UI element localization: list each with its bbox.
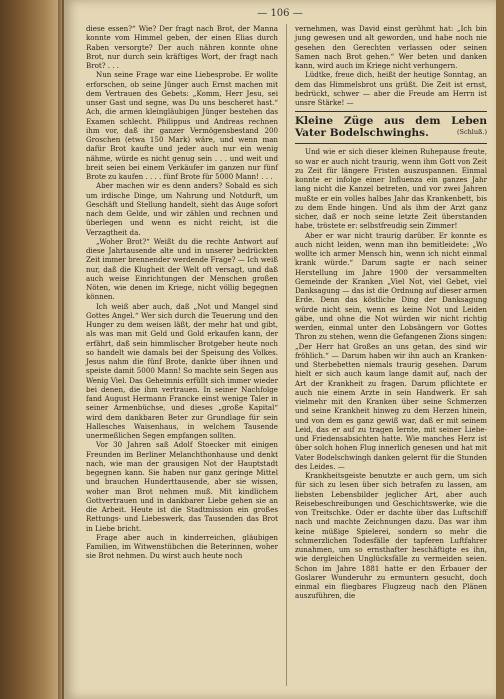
page-number: — 106 — xyxy=(257,8,303,19)
section-continuation-note: (Schluß.) xyxy=(456,128,487,137)
paragraph: Lüdtke, freue dich, heißt der heutige Sonntag, an dem das Himmelsbrot uns grüßt. Die Zeit ist ernst, bedrückt, schwer — aber die Freude am Herrn ist unsre Stärke! — xyxy=(295,70,487,107)
paragraph: „Woher Brot?“ Weißt du die rechte Antwort auf diese Jahrtausende alte und in unserer bedrückten Zeit immer brennender werdende Frage? — Ich weiß nur, daß die Klugheit der Welt oft versagt, und daß auch weise Einrichtungen der Menschen großen Nöten, wie denen im Kriege, nicht völlig begegnen können. xyxy=(86,236,279,302)
paragraph: Und wie er sich dieser kleinen Ruhepause freute, so war er auch nicht traurig, wenn ihm Gott von Zeit zu Zeit für längere Fristen auszuspannen. Einmal konnte er infolge einer Influenza ein ganzes Jahr lang nicht die Kanzel betreten, und vor zwei Jahren mußte er ein volles halbes Jahr das Krankenbett, bis zu dem Ende hingen. Und als ihm der Arzt ganz sicher, daß er noch seine letzte Zeit überstanden habe, tröstete er: selbstfreudig sein Zimmer! xyxy=(295,147,487,231)
paragraph: Frage aber auch in kinderreichen, gläubigen Familien, im Witwenstübchen die Beterinnen, woher sie Brot nehmen. Du wirst auch heute noch xyxy=(86,532,278,561)
section-rule xyxy=(295,111,487,112)
left-column xyxy=(86,24,278,561)
paragraph: Nun seine Frage war eine Liebesprobe. Er wollte erforschen, ob seine Jünger auch Ernst machen mit dem Vertrauen des Gebets: „Komm, Herr Jesu, sei unser Gast und segne, was Du uns bescheret hast.“ Ach, die armen kleingläubigen Jünger bestehen das Examen schlecht. Philippus und Andreas rechnen ihm vor, daß ihr ganzer Vermögensbestand 200 Groschen (etwa 150 Mark) wäre, und wenn man dafür Brot kaufte und jeder auch nur ein wenig nähme, würde es nicht genug sein . . . und weit und breit seien bei einem Verkäufer im ganzen nur fünf Brote zu kaufen . . . . fünf Brote für 5000 Mann! . . . xyxy=(86,70,278,181)
section-title: Kleine Züge aus dem Leben Vater Bodelschwinghs. xyxy=(295,115,487,140)
section-heading xyxy=(295,115,487,139)
paragraph: diese essen?“ Wie? Der fragt nach Brot, der Manna konnte vom Himmel geben, der einen Elias durch Raben versorgte? Der auch nähren konnte ohne Brot, nur durch sein kräftiges Wort, der fragt nach Brot? . . . xyxy=(86,24,278,70)
paragraph: Aber machen wir es denn anders? Sobald es sich um irdische Dinge, um Nahrung und Notdurft, um Geschäft und Stellung handelt, sieht das Auge sofort nach dem Gelde, und wir zählen und rechnen und überlegen und wenn es nicht reicht, ist die Verzagtheit da. xyxy=(86,181,278,237)
section-rule xyxy=(295,143,487,144)
right-column xyxy=(295,24,487,601)
paragraph: vernehmen, was David einst gerühmt hat: „Ich bin jung gewesen und alt geworden, und habe noch nie gesehen den Gerechten verlassen oder seinen Samen nach Brot gehen.“ Wer beten und danken kann, wird auch im Kriege nicht verhungern. xyxy=(295,24,487,70)
paragraph: Krankheitsgeiste benutzte er auch gern, um sich für sich zu lesen über sich betrafen zu lassen, am liebsten Lebensbilder jeglicher Art, aber auch Reisebeschreibungen und Geschichtswerke, wie die von Treitschke. Oder er dachte über das Luftschiff nach und machte Zeichnungen dazu. Das war ihm keine müßige Spielerei, sondern so mehr die schmerzlichen Todesfälle der tapferen Luftfahrer zunahmen, um so ernsthafter beschäftigte es ihn, wie dergleichen Unglücksfälle zu vermeiden seien. Schon im Jahre 1881 hatte er den Erbauer der Goslarer Wunderuhr zu ermuntern gesucht, doch einmal ein fliegbares Flugzeug nach den Plänen auszuführen, die xyxy=(295,471,487,601)
column-divider xyxy=(286,24,287,686)
paragraph: Vor 30 Jahren saß Adolf Stoecker mit einigen Freunden im Berliner Melanchthonhause und denkt nach, wie man der grausigen Not der Hauptstadt begegnen kann. Sie haben nur ganz geringe Mittel und brauchen Hunderttausende, aber sie wissen, woher man Brot nehmen muß. Mit kindlichem Gottvertrauen und in dankbarer Liebe gehen sie an die Arbeit. Heute ist die Stadtmission ein großes Rettungs- und Liebeswerk, das Tausenden das Brot in Liebe bricht. xyxy=(86,440,278,533)
book-page xyxy=(64,0,496,699)
paragraph: Ich weiß aber auch, daß „Not und Mangel sind Gottes Angel.“ Wer sich durch die Teuerung und den Hunger zu dem weisen läßt, der mehr hat und gibt, als was man mit Geld und Gold erkaufen kann, der erfährt, daß sein himmlischer Brotgeber heute noch so handelt wie damals bei der Speisung des Volkes. Jesus nahm die fünf Brote, dankte über ihnen und speiste damit 5000 Mann! So machte sein Segen aus Wenig Viel. Das Geheimnis erfüllt sich immer wieder bei denen, die ihm vertrauen. In seiner Nachfolge fand August Hermann Francke einst wenige Taler in seiner Armenbüchse, und dieses „große Kapital“ wird dem dankbaren Beter zur Grundlage für sein Hallesches Waisenhaus, in welchem Tausende unermeßlichen Segen empfangen sollten. xyxy=(86,301,278,440)
book-spine xyxy=(0,0,62,699)
paragraph: Aber er war nicht traurig darüber. Er konnte es auch nicht leiden, wenn man ihn bemitleidete: „Wo wollte ich armer Mensch hin, wenn ich nicht einmal krank würde.“ Darum sagte er nach seiner Herstellung im Jahre 1900 der versammelten Gemeinde der Kranken „Viel Not, viel Gebet, viel Danksagung — das ist die Ordnung auf dieser armen Erde. Denn das köstliche Ding der Danksagung würde nicht sein, wenn es keine Not und Leiden gäbe, und ohne die Not würden wir nicht richtig werden, einmal unter den Lobsängern vor Gottes Thron zu stehen, wenn die Gefangenen Zions singen: „Der Herr hat Großes an uns getan, des sind wir fröhlich.“ — Darum haben wir ihn auch an Kranken- und Sterbebetten niemals traurig gesehen. Darum hielt er sich auch kaum lange damit auf, nach der Art der Krankheit zu fragen. Darum pflichtete er auch nie einem Arzte in sein Handwerk. Er sah vielmehr mit den Kranken über seine Schmerzen und seine Krankheit hinweg zu dem Herzen hinein, und von dem es ganz gewiß war, daß er mit seinem Leid, das er auf zu tragen lernte, mit seiner Liebe- und Friedensabsichten hatte. Wie manches Herz ist über solch hohen Flug innerlich genesen und hat mit Vater Bodelschwingh danken gelernt für die Stunden des Leides. — xyxy=(295,230,487,471)
